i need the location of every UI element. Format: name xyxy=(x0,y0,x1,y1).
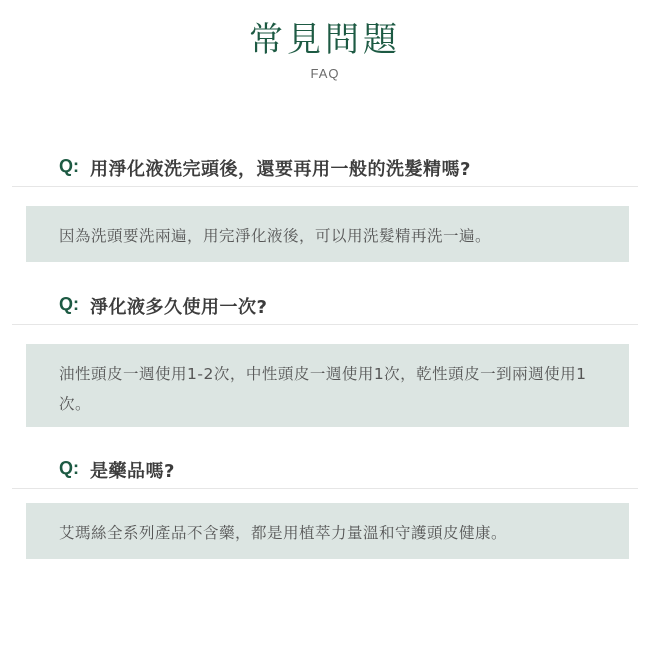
answer-text: 油性頭皮一週使用1-2次，中性頭皮一週使用1次，乾性頭皮一到兩週使用1次。 xyxy=(59,365,587,413)
page-subtitle: FAQ xyxy=(310,66,340,81)
faq-item xyxy=(0,150,650,187)
question-text: 是藥品嗎? xyxy=(90,461,175,482)
faq-answer xyxy=(26,503,629,559)
faq-item xyxy=(0,288,650,325)
question-text: 用淨化液洗完頭後，還要再用一般的洗髮精嗎? xyxy=(90,159,471,180)
faq-header xyxy=(0,18,650,81)
page-title: 常見問題 xyxy=(249,20,401,60)
question-prefix: Q: xyxy=(59,294,79,314)
faq-question-row[interactable] xyxy=(12,150,638,187)
answer-text: 艾瑪絲全系列產品不含藥，都是用植萃力量溫和守護頭皮健康。 xyxy=(59,524,508,542)
question-text: 淨化液多久使用一次? xyxy=(90,297,268,318)
faq-answer xyxy=(26,206,629,262)
faq-item xyxy=(0,452,650,489)
faq-question-row[interactable] xyxy=(12,288,638,325)
faq-question-row[interactable] xyxy=(12,452,638,489)
question-prefix: Q: xyxy=(59,156,79,176)
answer-text: 因為洗頭要洗兩遍，用完淨化液後，可以用洗髮精再洗一遍。 xyxy=(59,227,492,245)
question-prefix: Q: xyxy=(59,458,79,478)
faq-answer xyxy=(26,344,629,427)
